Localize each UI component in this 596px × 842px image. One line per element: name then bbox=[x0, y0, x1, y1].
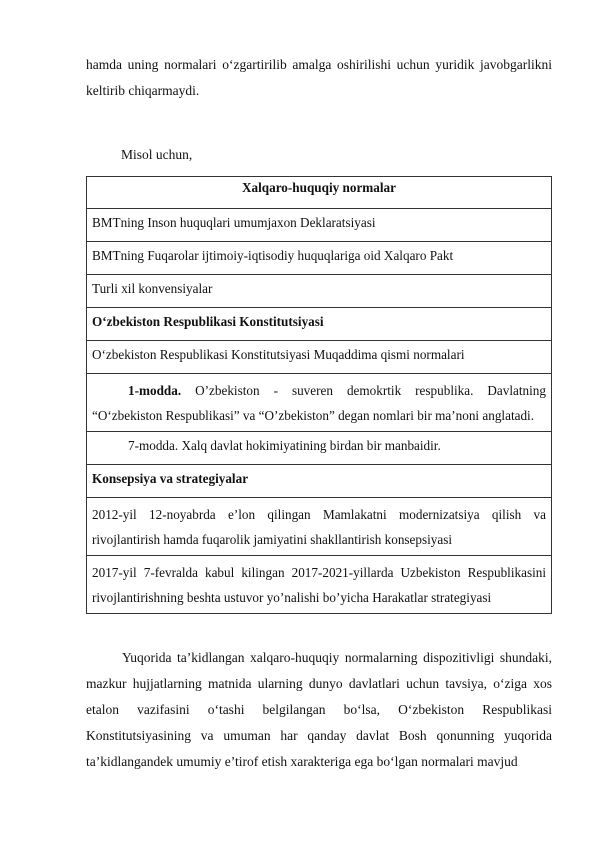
table-row bbox=[87, 498, 552, 556]
table-cell: Turli xil konvensiyalar bbox=[87, 275, 552, 308]
table-cell: 7-modda. Xalq davlat hokimiyatining birdan bir manbaidir. bbox=[87, 432, 552, 465]
table-cell bbox=[87, 374, 552, 432]
table-cell: BMTning Inson huquqlari umumjaxon Deklaratsiyasi bbox=[87, 209, 552, 242]
table-header-row bbox=[87, 177, 552, 209]
article-text: O’zbekiston - suveren demokrtik respublika. Davlatning “O‘zbekiston Respublikasi” va “O’zbekiston” degan nomlari bir ma’noni anglatadi. bbox=[92, 383, 546, 423]
table-row bbox=[87, 432, 552, 465]
table-cell: BMTning Fuqarolar ijtimoiy-iqtisodiy huquqlariga oid Xalqaro Pakt bbox=[87, 242, 552, 275]
table-cell: 2012-yil 12-noyabrda e’lon qilingan Mamlakatni modernizatsiya qilish va rivojlantirish hamda fuqarolik jamiyatini shakllantirish konsepsiyasi bbox=[87, 498, 552, 556]
table-row bbox=[87, 209, 552, 242]
section-heading: O‘zbekiston Respublikasi Konstitutsiyasi bbox=[87, 308, 552, 341]
section-heading: Konsepsiya va strategiyalar bbox=[87, 465, 552, 498]
table-section-row bbox=[87, 308, 552, 341]
table-header: Xalqaro-huquqiy normalar bbox=[87, 177, 552, 209]
table-row bbox=[87, 341, 552, 374]
table-row bbox=[87, 556, 552, 614]
paragraph-top: hamda uning normalari o‘zgartirilib amalga oshirilishi uchun yuridik javobgarlikni keltirib chiqarmaydi. bbox=[86, 57, 552, 98]
table-row bbox=[87, 374, 552, 432]
article-label: 1-modda. bbox=[128, 383, 182, 398]
table-row bbox=[87, 275, 552, 308]
intro-text: Misol uchun, bbox=[121, 147, 193, 162]
table-row bbox=[87, 242, 552, 275]
norms-table bbox=[86, 176, 552, 614]
table-section-row bbox=[87, 465, 552, 498]
table-cell: O‘zbekiston Respublikasi Konstitutsiyasi Muqaddima qismi normalari bbox=[87, 341, 552, 374]
paragraph-bottom: Yuqorida ta’kidlangan xalqaro-huquqiy normalarning dispozitivligi shundaki, mazkur hujjatlarning matnida ularning dunyo davlatlari uchun tavsiya, o‘ziga xos etalon vazifasini o‘tashi belgilangan bo‘lsa, O‘zbekiston Respublikasi Konstitutsiyasining va umuman har qanday davlat Bosh qonunning yuqorida ta’kidlangandek umumiy e’tirof etish xarakteriga ega bo‘lgan normalari mavjud bbox=[86, 650, 552, 769]
table-cell: 2017-yil 7-fevralda kabul kilingan 2017-2021-yillarda Uzbekiston Respublikasini rivojlantirishning beshta ustuvor yo’nalishi bo’yicha Harakatlar strategiyasi bbox=[87, 556, 552, 614]
